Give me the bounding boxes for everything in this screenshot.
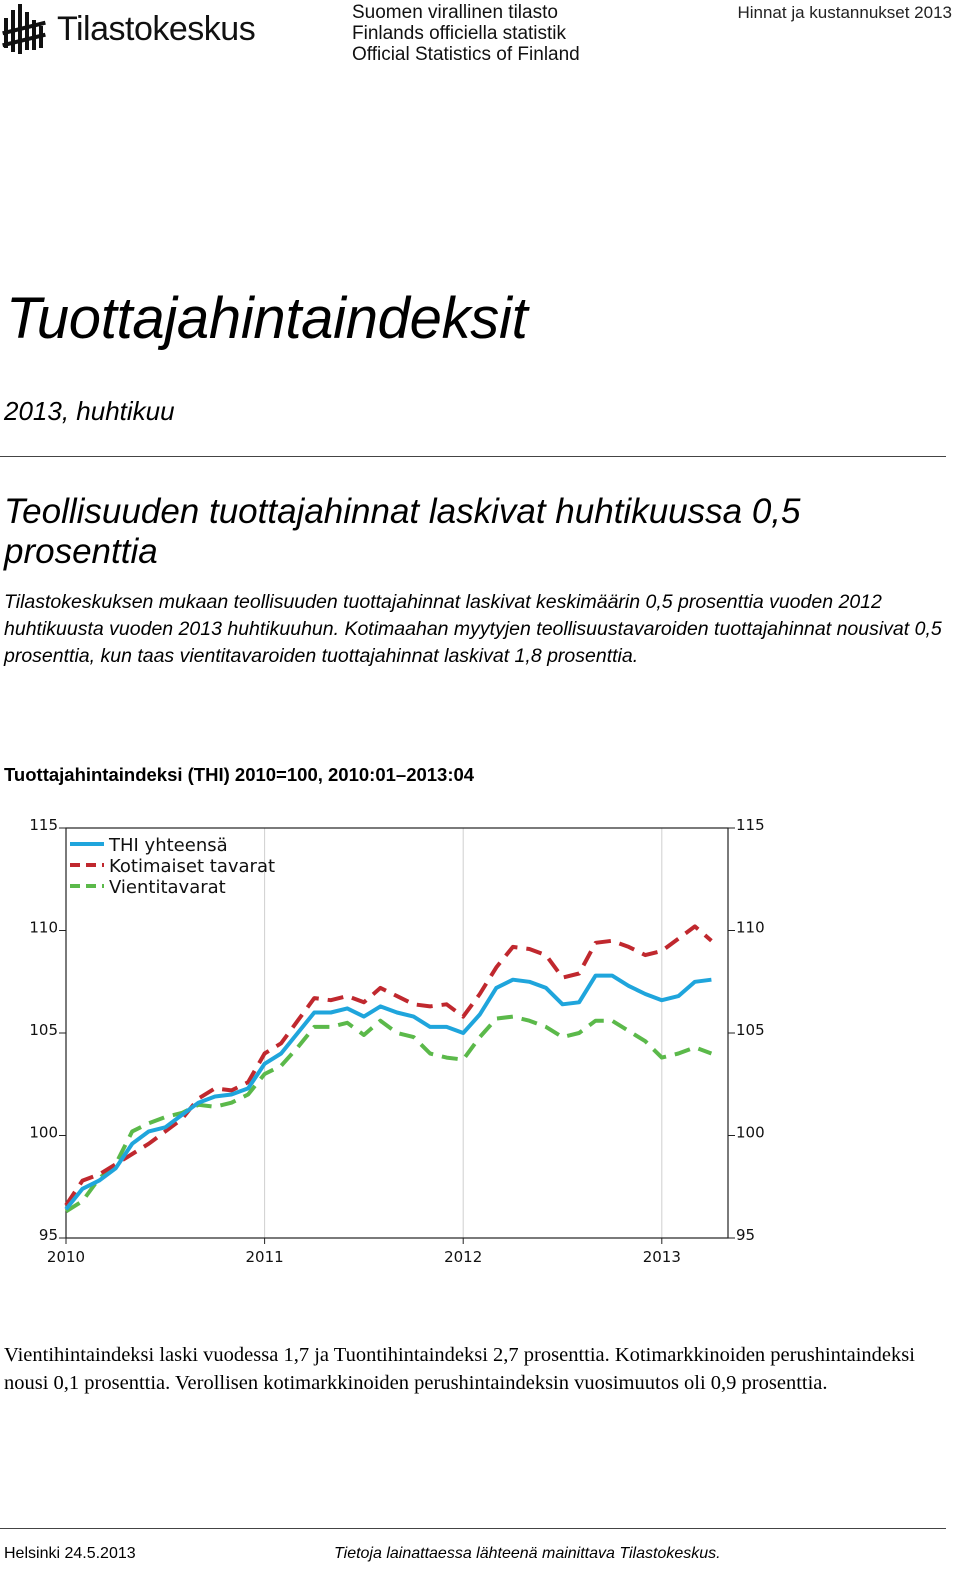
footer-source-note: Tietoja lainattaessa lähteenä mainittava Tilastokeskus. [334,1545,721,1562]
y-tick-label-left: 105 [29,1021,58,1039]
legend-label-0: THI yhteensä [109,835,228,856]
line-chart [0,812,800,1282]
y-tick-label-right: 115 [736,816,765,834]
footer-divider [0,1528,946,1529]
y-tick-label-left: 95 [38,1226,58,1244]
official-statistics-label [352,2,580,65]
y-tick-label-right: 95 [736,1226,756,1244]
chart-title: Tuottajahintaindeksi (THI) 2010=100, 2010:01–2013:04 [4,764,475,785]
lead-paragraph: Tilastokeskuksen mukaan teollisuuden tuottajahinnat laskivat keskimäärin 0,5 prosenttia vuoden 2012 huhtikuusta vuoden 2013 huhtikuuhun. Kotimaahan myytyjen teollisuustavaroiden tuottajahinnat nousivat 0,5 prosenttia, kun taas vientitavaroiden tuottajahinnat laskivat 1,8 prosenttia. [4,591,942,667]
y-tick-label-right: 100 [736,1123,765,1142]
period-label: 2013, huhtikuu [4,396,175,426]
y-tick-label-left: 100 [29,1123,58,1142]
chart-series [66,926,711,1211]
divider [0,456,946,457]
y-tick-label-right: 105 [736,1021,765,1039]
page-title: Tuottajahintaindeksit [6,286,528,351]
logo [2,2,256,56]
official-line-fi: Suomen virallinen tilasto [352,2,558,23]
x-tick-label: 2010 [46,1248,86,1266]
footer-place-date: Helsinki 24.5.2013 [4,1545,136,1562]
x-tick-label: 2012 [444,1248,483,1266]
logo-text: Tilastokeskus [57,10,256,48]
series-line-2 [66,1017,711,1212]
publication-series: Hinnat ja kustannukset 2013 [737,3,952,22]
legend-label-1: Kotimaiset tavarat [109,856,276,877]
body-paragraph: Vientihintaindeksi laski vuodessa 1,7 ja Tuontihintaindeksi 2,7 prosenttia. Kotimarkkinoiden perushintaindeksi nousi 0,1 prosenttia. Verollisen kotimarkkinoiden perushintaindeksin vuosimuutos oli 0,9 prosenttia. [4,1344,915,1394]
headline: Teollisuuden tuottajahinnat laskivat huhtikuussa 0,5 prosenttia [4,492,801,571]
tilastokeskus-logo-mark-icon [2,2,54,56]
x-tick-label: 2013 [642,1248,681,1266]
official-line-sv: Finlands officiella statistik [352,23,567,44]
official-line-en: Official Statistics of Finland [352,44,580,65]
y-tick-label-left: 115 [29,816,58,834]
y-tick-label-right: 110 [736,918,765,937]
y-tick-label-left: 110 [29,918,58,937]
legend-label-2: Vientitavarat [109,877,226,898]
x-tick-label: 2011 [245,1248,284,1266]
series-line-1 [66,926,711,1205]
chart-legend [70,835,275,898]
series-line-0 [66,976,711,1210]
